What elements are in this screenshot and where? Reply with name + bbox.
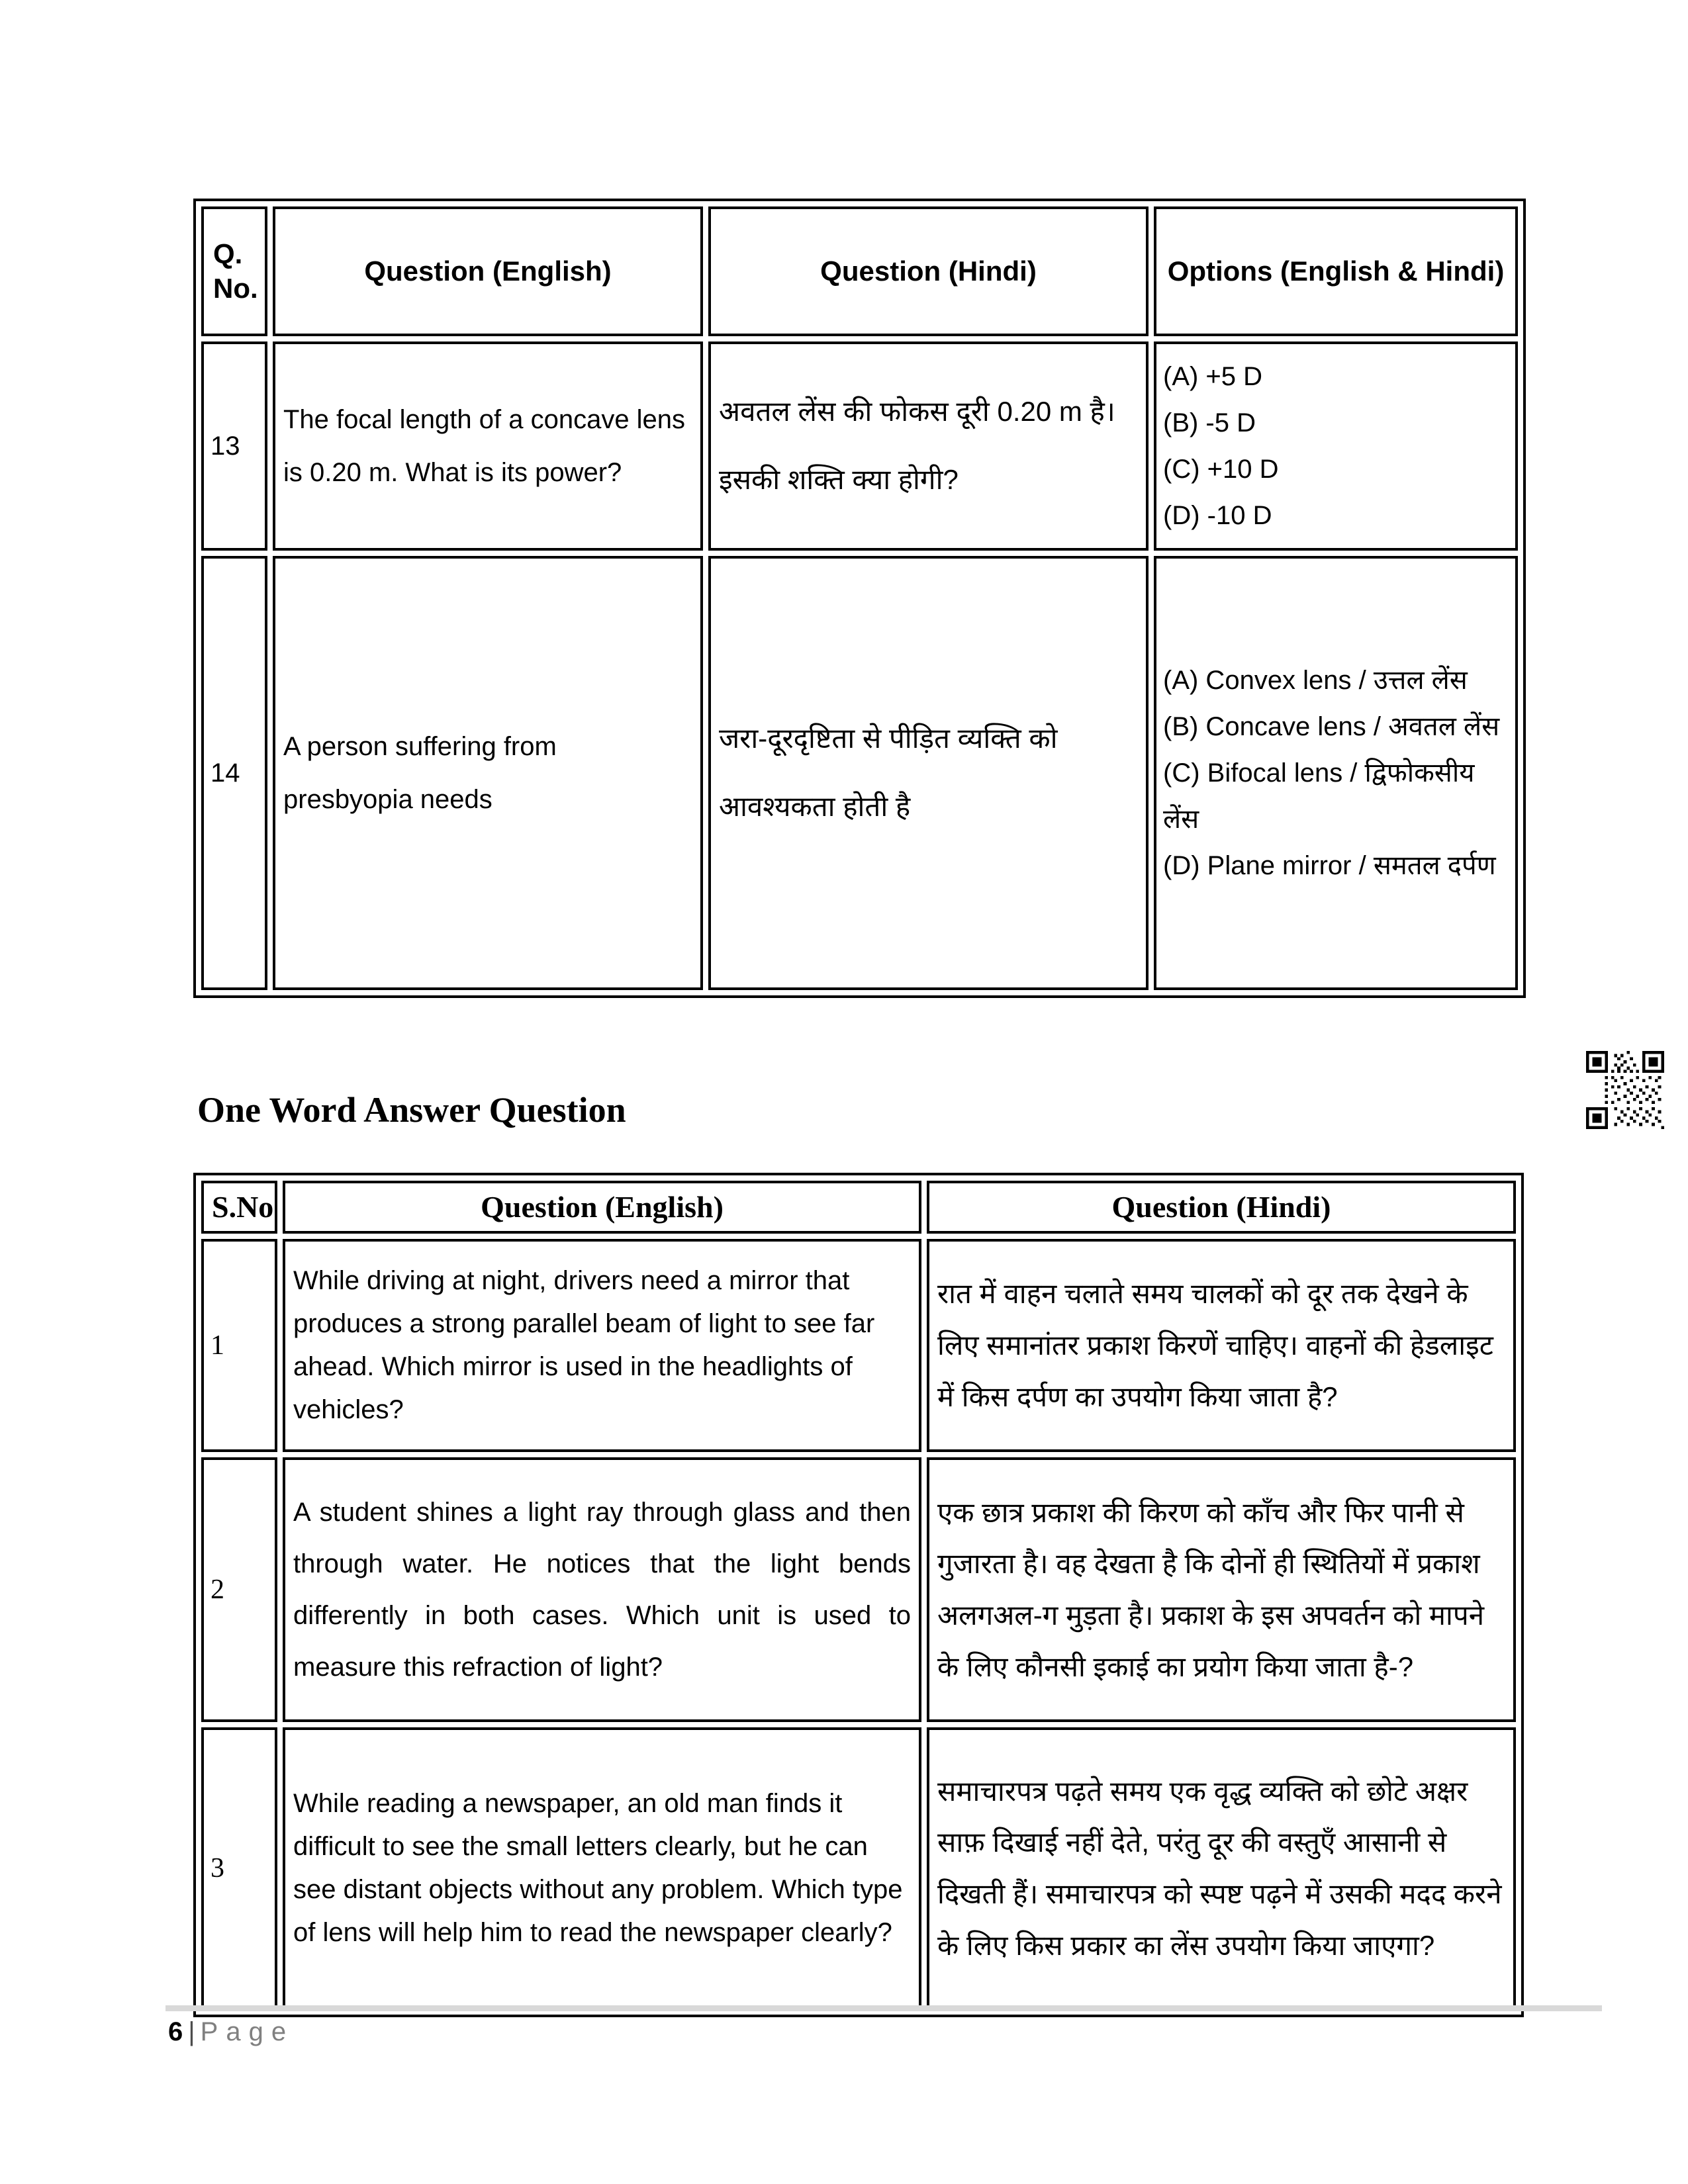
serial-number: 3 — [201, 1727, 277, 2009]
one-word-header-hindi: Question (Hindi) — [927, 1181, 1516, 1234]
table-row — [201, 1727, 1516, 2009]
option-c: (C) +10 D — [1163, 455, 1279, 484]
option-b: (B) -5 D — [1163, 408, 1256, 437]
one-word-table — [193, 1173, 1524, 2017]
table-row — [201, 341, 1518, 551]
one-word-header-row — [201, 1181, 1516, 1234]
qr-code — [1586, 1051, 1664, 1129]
option-c: (C) Bifocal lens / द्विफोकसीय लेंस — [1163, 758, 1475, 834]
options-cell — [1154, 341, 1518, 551]
mcq-header-options: Options (English & Hindi) — [1154, 206, 1518, 336]
question-hindi — [927, 1239, 1516, 1452]
question-hindi-text: रात में वाहन चलाते समय चालकों को दूर तक देखने के लिए समानांतर प्रकाश किरणें चाहिए। वाहनों की हेडलाइट में किस दर्पण का उपयोग किया जाता है? — [937, 1278, 1493, 1412]
section-heading: One Word Answer Question — [197, 1090, 626, 1130]
table-row — [201, 1239, 1516, 1452]
question-english-text: While reading a newspaper, an old man finds it difficult to see the small letters clearly, but he can see distant objects without any problem. Which type of lens will help him to read the newspaper clearly? — [293, 1789, 903, 1947]
question-english — [283, 1239, 921, 1452]
question-english-text: While driving at night, drivers need a mirror that produces a strong parallel beam of light to see far ahead. Which mirror is used in the headlights of vehicles? — [293, 1266, 875, 1424]
option-a: (A) +5 D — [1163, 362, 1263, 391]
question-english — [273, 556, 703, 990]
question-english — [283, 1727, 921, 2009]
mcq-table — [193, 199, 1526, 998]
question-english — [273, 341, 703, 551]
question-hindi-text: समाचारपत्र पढ़ते समय एक वृद्ध व्यक्ति को छोटे अक्षर साफ़ दिखाई नहीं देते, परंतु दूर की वस्तुएँ आसानी से दिखती हैं। समाचारपत्र को स्पष्ट पढ़ने में उसकी मदद करने के लिए किस प्रकार का लेंस उपयोग किया जाएगा? — [937, 1775, 1502, 1961]
footer-divider — [165, 2005, 1602, 2011]
question-hindi-text: जरा-दूरदृष्टिता से पीड़ित व्यक्ति को आवश्यकता होती है — [719, 723, 1058, 822]
question-english-text: The focal length of a concave lens is 0.20 m. What is its power? — [283, 405, 686, 487]
footer-separator: | — [188, 2017, 195, 2046]
mcq-header-english: Question (English) — [273, 206, 703, 336]
mcq-header-row — [201, 206, 1518, 336]
table-row — [201, 556, 1518, 990]
page-number: 6 — [168, 2017, 183, 2046]
table-row — [201, 1457, 1516, 1722]
question-hindi — [927, 1727, 1516, 2009]
question-english — [283, 1457, 921, 1722]
question-number: 14 — [201, 556, 267, 990]
page-footer — [168, 2017, 294, 2047]
question-hindi — [927, 1457, 1516, 1722]
serial-number: 1 — [201, 1239, 277, 1452]
question-hindi — [708, 556, 1149, 990]
option-d: (D) -10 D — [1163, 501, 1272, 530]
question-hindi-text: एक छात्र प्रकाश की किरण को काँच और फिर पानी से गुजारता है। वह देखता है कि दोनों ही स्थितियों में प्रकाश अलगअल-ग मुड़ता है। प्रकाश के इस अपवर्तन को मापने के लिए कौनसी इकाई का प्रयोग किया जाता है-? — [937, 1496, 1485, 1682]
question-hindi — [708, 341, 1149, 551]
question-english-text: A person suffering from presbyopia needs — [283, 732, 557, 814]
option-d: (D) Plane mirror / समतल दर्पण — [1163, 851, 1496, 880]
serial-number: 2 — [201, 1457, 277, 1722]
question-number: 13 — [201, 341, 267, 551]
option-a: (A) Convex lens / उत्तल लेंस — [1163, 666, 1468, 695]
question-english-text: A student shines a light ray through glass and then through water. He notices that the light bends differently in both cases. Which unit is used to measure this refraction of light? — [293, 1498, 911, 1682]
options-cell — [1154, 556, 1518, 990]
footer-page-label: Page — [200, 2017, 295, 2046]
option-b: (B) Concave lens / अवतल लेंस — [1163, 712, 1500, 741]
mcq-header-hindi: Question (Hindi) — [708, 206, 1149, 336]
mcq-header-qno: Q. No. — [201, 206, 267, 336]
one-word-header-sno: S.No — [201, 1181, 277, 1234]
one-word-header-english: Question (English) — [283, 1181, 921, 1234]
question-hindi-text: अवतल लेंस की फोकस दूरी 0.20 m है। इसकी शक्ति क्या होगी? — [719, 396, 1115, 495]
